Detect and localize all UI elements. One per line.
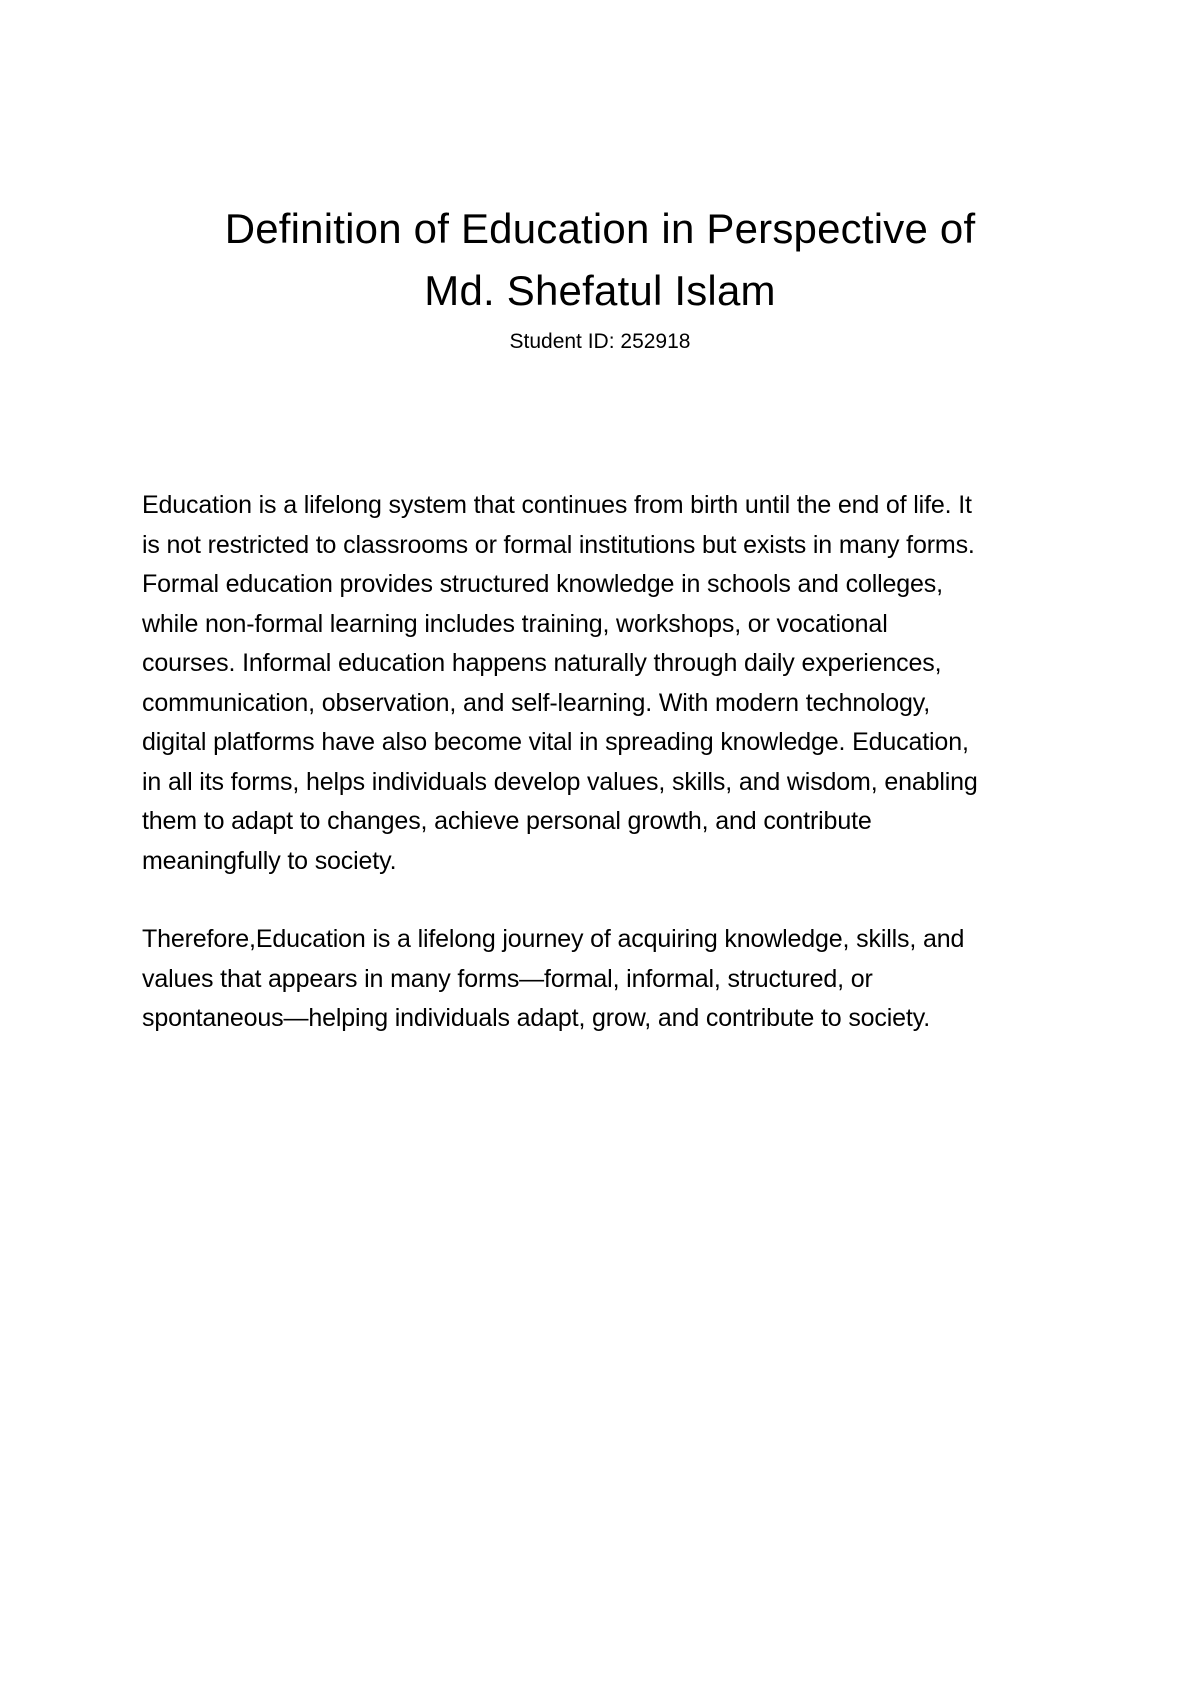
paragraph-line: spontaneous—helping individuals adapt, grow, and contribute to society.: [142, 1004, 931, 1032]
paragraph-line: Therefore,Education is a lifelong journey of acquiring knowledge, skills, and: [142, 925, 965, 953]
document-body: [142, 486, 1162, 1039]
title-block: [0, 198, 1200, 356]
paragraph-line: courses. Informal education happens naturally through daily experiences,: [142, 649, 942, 677]
paragraph-line: meaningfully to society.: [142, 846, 397, 875]
paragraph-line: communication, observation, and self-learning. With modern technology,: [142, 688, 931, 717]
paragraph-line: is not restricted to classrooms or formal institutions but exists in many forms.: [142, 530, 975, 559]
paragraph-conclusion: [142, 920, 1162, 1039]
paragraph-line: Education is a lifelong system that continues from birth until the end of life. It: [142, 491, 972, 519]
paragraph-line: values that appears in many forms—formal, informal, structured, or: [142, 964, 873, 993]
document-title-line-2: Md. Shefatul Islam: [424, 267, 776, 314]
paragraph-definition: [142, 486, 1162, 881]
paragraph-line: them to adapt to changes, achieve personal growth, and contribute: [142, 807, 872, 835]
document-title-line-1: Definition of Education in Perspective of: [224, 205, 976, 252]
student-id: Student ID: 252918: [509, 330, 691, 353]
paragraph-line: in all its forms, helps individuals develop values, skills, and wisdom, enabling: [142, 767, 978, 796]
paragraph-line: Formal education provides structured knowledge in schools and colleges,: [142, 570, 943, 598]
paragraph-line: while non-formal learning includes training, workshops, or vocational: [142, 609, 888, 638]
paragraph-line: digital platforms have also become vital in spreading knowledge. Education,: [142, 728, 969, 756]
